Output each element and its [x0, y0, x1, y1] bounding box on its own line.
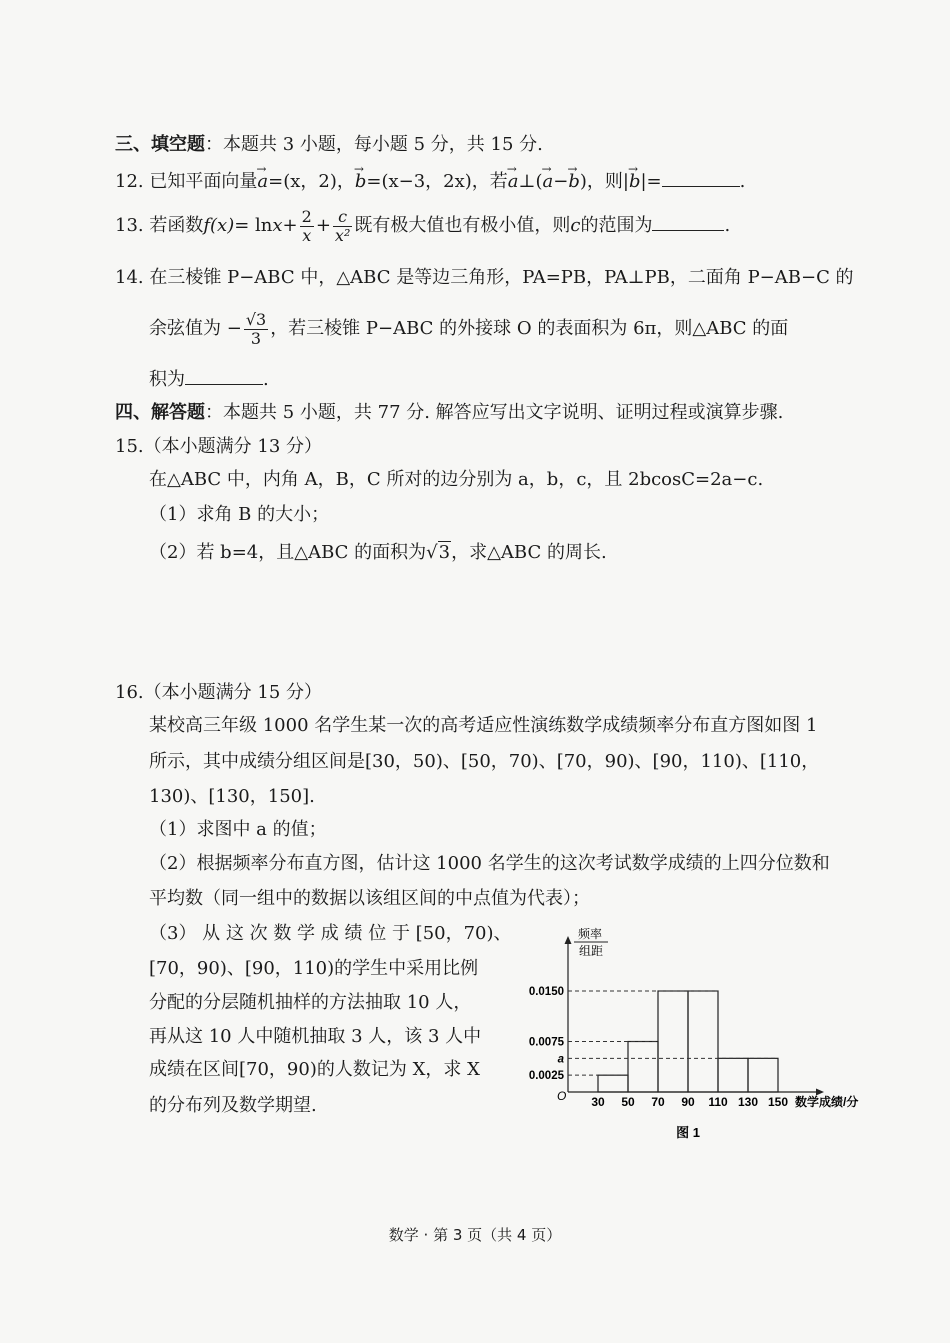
q15-part2: （2）若 b=4，且△ABC 的面积为√3，求△ABC 的周长.	[149, 542, 607, 563]
fraction-c-over-x2	[333, 208, 352, 245]
q16-line2: 所示，其中成绩分组区间是[30，50)、[50，70)、[70，90)、[90，110)、[110，	[149, 751, 820, 772]
q16-line3: 130)、[130，150].	[149, 786, 315, 807]
q12-text: =(x−3，2x)，若	[366, 171, 508, 192]
frequency-histogram	[528, 922, 890, 1152]
q12-text: ⊥(	[518, 171, 543, 192]
numerator: 2	[301, 206, 312, 226]
x-tick-label: 90	[681, 1095, 695, 1109]
q13-fx: f(x)	[203, 215, 235, 236]
x-tick-label: 50	[621, 1095, 635, 1109]
y-axis-arrow	[565, 936, 572, 944]
q16-part3-line6: 的分布列及数学期望.	[149, 1095, 317, 1116]
q16-part3-line1: （3） 从 这 次 数 学 成 绩 位 于 [50，70)、	[149, 923, 512, 944]
answer-blank[interactable]	[652, 212, 724, 231]
section4-heading	[115, 401, 783, 425]
q16-part3-line3: 分配的分层随机抽样的方法抽取 10 人，	[149, 992, 472, 1013]
numerator: c	[333, 208, 352, 227]
q14-line1: 在三棱锥 P−ABC 中，△ABC 是等边三角形，PA=PB，PA⊥PB，二面角 P−AB−C 的	[149, 267, 854, 288]
vector-a: → a	[542, 170, 553, 194]
fraction-sqrt3-over-3	[244, 311, 268, 348]
x-tick-label: 130	[737, 1095, 759, 1109]
q12-text: )，则|	[579, 171, 629, 192]
q14-number: 14.	[115, 267, 144, 288]
question-13	[115, 206, 730, 246]
q15-part1: （1）求角 B 的大小；	[149, 504, 330, 525]
y-label-top: 频率	[577, 927, 603, 941]
vector-b: → b	[568, 170, 580, 194]
q16-line1: 某校高三年级 1000 名学生某一次的高考适应性演练数学成绩频率分布直方图如图 1	[149, 715, 818, 736]
q12-text: =(x，2)，	[268, 171, 355, 192]
q13-x: x	[272, 215, 283, 236]
q12-end: .	[739, 171, 746, 192]
q16-part1: （1）求图中 a 的值；	[149, 819, 327, 840]
q16-part3-line4: 再从这 10 人中随机抽取 3 人，该 3 人中	[149, 1026, 482, 1047]
section3-heading	[115, 133, 543, 157]
section3-desc: ：本题共 3 小题，每小题 5 分，共 15 分.	[205, 134, 543, 155]
q16-header: （本小题满分 15 分）	[143, 682, 322, 703]
q13-text: 的范围为	[580, 215, 653, 236]
q13-text: = ln	[234, 215, 273, 236]
q13-number: 13.	[115, 215, 144, 236]
q14-text: 积为	[149, 369, 185, 390]
x-tick-label: 30	[591, 1095, 605, 1109]
y-tick-label: 0.0025	[528, 1070, 564, 1083]
question-12	[115, 168, 745, 194]
q13-end: .	[724, 215, 731, 236]
numerator: √3	[245, 309, 267, 329]
chart-layer	[529, 926, 859, 1140]
answer-blank[interactable]	[185, 366, 263, 385]
histogram-bar	[688, 991, 718, 1092]
q12-text: |=	[640, 171, 662, 192]
q12-number: 12.	[115, 171, 144, 192]
plus: +	[315, 215, 331, 236]
answer-blank[interactable]	[662, 168, 740, 187]
histogram-bar	[598, 1075, 628, 1092]
q16-part2-line1: （2）根据频率分布直方图，估计这 1000 名学生的这次考试数学成绩的上四分位数和	[149, 853, 830, 874]
section4-desc: ：本题共 5 小题，共 77 分. 解答应写出文字说明、证明过程或演算步骤.	[205, 402, 784, 423]
q14-text: 余弦值为 −	[149, 318, 242, 339]
q12-text: −	[553, 171, 569, 192]
q16-part2-line2: 平均数（同一组中的数据以该组区间的中点值为代表）；	[149, 888, 590, 909]
x-tick-label: 110	[708, 1095, 728, 1109]
x-tick-label: 150	[767, 1095, 789, 1109]
vector-a: → a	[257, 170, 268, 194]
q15-header: （本小题满分 13 分）	[143, 436, 322, 457]
question-15	[115, 435, 322, 459]
q12-text: 已知平面向量	[149, 171, 258, 192]
vector-b: → b	[355, 170, 367, 194]
q15-text: ，求△ABC 的周长.	[451, 542, 607, 563]
y-tick-label: 0.0075	[528, 1036, 564, 1049]
q13-c: c	[570, 215, 581, 236]
q15-body: 在△ABC 中，内角 A，B，C 所对的边分别为 a，b，c，且 2bcosC=2a−c.	[149, 469, 764, 490]
question-16	[115, 681, 322, 705]
q13-text: 既有极大值也有极小值，则	[354, 215, 571, 236]
q14-text: ，若三棱锥 P−ABC 的外接球 O 的表面积为 6π，则△ABC 的面	[270, 318, 789, 339]
histogram-bar	[748, 1058, 778, 1092]
fraction-2-over-x	[300, 208, 314, 245]
denominator: x²	[334, 225, 351, 245]
origin-label: O	[557, 1089, 567, 1103]
q15-number: 15.	[115, 436, 144, 457]
vector-b: → b	[629, 170, 641, 194]
section3-title: 三、填空题	[115, 134, 205, 155]
denominator: x	[302, 225, 312, 245]
figure-caption: 图 1	[676, 1125, 700, 1140]
x-tick-label: 70	[651, 1095, 665, 1109]
plus: +	[282, 215, 298, 236]
q16-part3-line5: 成绩在区间[70，90)的人数记为 X，求 X	[149, 1059, 480, 1080]
histogram-bar	[658, 991, 688, 1092]
section4-title: 四、解答题	[115, 402, 205, 423]
vector-a: → a	[508, 170, 519, 194]
y-tick-label: a	[557, 1053, 564, 1066]
q14-end: .	[263, 369, 269, 390]
sqrt-3: 3	[438, 542, 451, 563]
histogram-bar	[718, 1058, 748, 1092]
q14-line3	[149, 366, 269, 392]
question-14	[115, 266, 854, 290]
q16-number: 16.	[115, 682, 144, 703]
denominator: 3	[250, 328, 262, 348]
q15-text: （2）若 b=4，且△ABC 的面积为	[149, 542, 427, 563]
y-label-bottom: 组距	[578, 944, 604, 958]
y-tick-label: 0.0150	[528, 986, 564, 999]
x-axis-label: 数学成绩/分	[795, 1095, 859, 1109]
histogram-bar	[628, 1042, 658, 1092]
q13-text: 若函数	[149, 215, 204, 236]
page-footer: 数学 · 第 3 页（共 4 页）	[388, 1226, 562, 1244]
q16-part3-line2: [70，90)、[90，110)的学生中采用比例	[149, 958, 479, 979]
q14-line2	[149, 307, 788, 351]
